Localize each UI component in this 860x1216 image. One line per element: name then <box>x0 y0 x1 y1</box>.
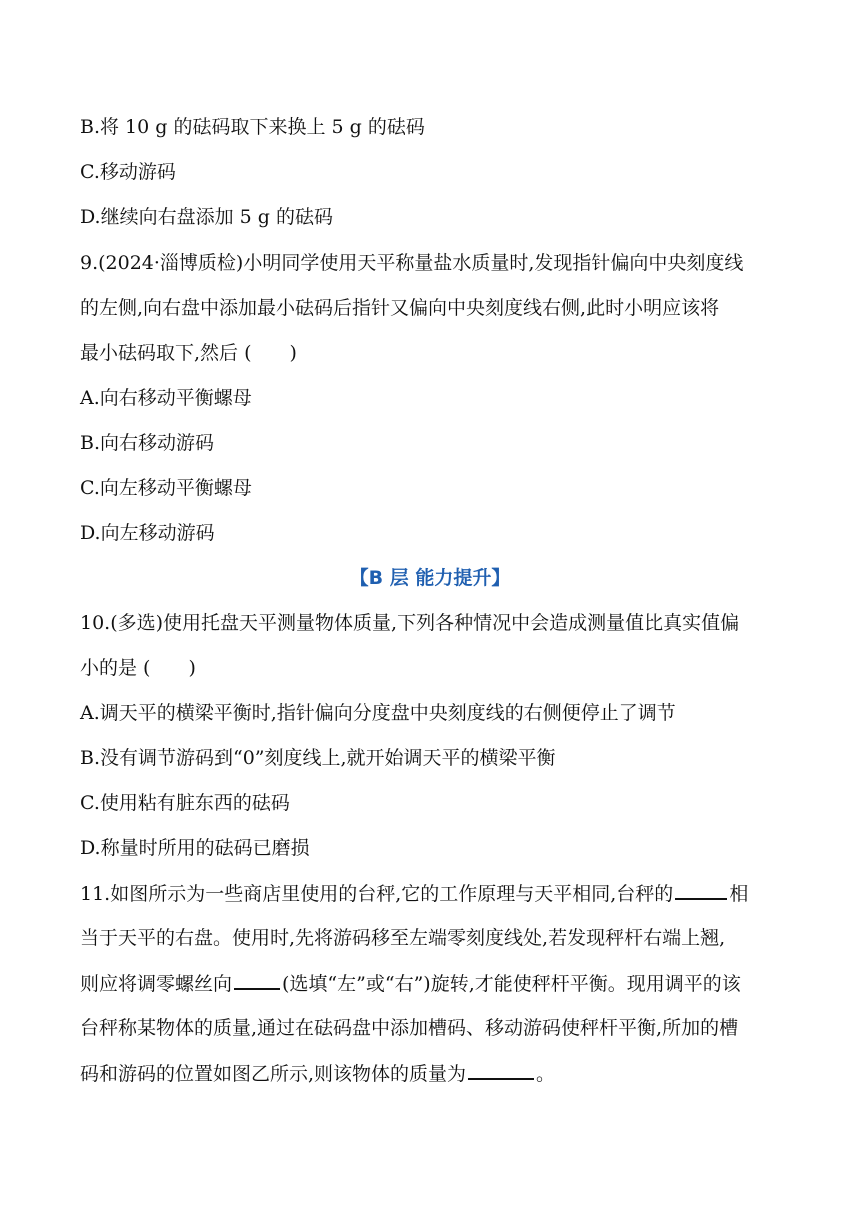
q8-option-d: D.继续向右盘添加 5 g 的砝码 <box>80 206 333 228</box>
q11-line-1-tail: 相 <box>729 883 749 905</box>
q10-stem-line-2: 小的是 ( ) <box>80 657 196 679</box>
q9-option-b: B.向右移动游码 <box>80 432 215 454</box>
q9-stem-line-3: 最小砝码取下,然后 ( ) <box>80 342 297 364</box>
q11-line-5-text: 码和游码的位置如图乙所示,则该物体的质量为 <box>80 1063 467 1085</box>
q11-stem-line-2: 当于天平的右盘。使用时,先将游码移至左端零刻度线处,若发现秤杆右端上翘, <box>80 927 726 949</box>
q11-answer-blank-1[interactable] <box>675 880 727 900</box>
q11-stem-line-4: 台秤称某物体的质量,通过在砝码盘中添加槽码、移动游码使秤杆平衡,所加的槽 <box>80 1017 739 1039</box>
q9-stem-line-2: 的左侧,向右盘中添加最小砝码后指针又偏向中央刻度线右侧,此时小明应该将 <box>80 297 720 319</box>
q10-option-d: D.称量时所用的砝码已磨损 <box>80 837 310 859</box>
q9-option-d: D.向左移动游码 <box>80 522 215 544</box>
q11-answer-blank-3[interactable] <box>468 1060 534 1080</box>
q8-option-b: B.将 10 g 的砝码取下来换上 5 g 的砝码 <box>80 116 425 138</box>
q9-option-a: A.向右移动平衡螺母 <box>80 387 252 409</box>
q11-stem-line-5 <box>80 1060 780 1087</box>
q11-stem-line-1 <box>80 880 780 907</box>
q11-line-3-text: 则应将调零螺丝向 <box>80 973 233 995</box>
q11-answer-blank-2[interactable] <box>234 970 280 990</box>
q11-stem-line-3 <box>80 970 780 997</box>
q11-line-5-tail: 。 <box>536 1063 556 1085</box>
section-b-header: 【B 层 能力提升】 <box>349 567 511 589</box>
q8-option-c: C.移动游码 <box>80 161 176 183</box>
q10-option-c: C.使用粘有脏东西的砝码 <box>80 792 290 814</box>
q9-stem-line-1: 9.(2024·淄博质检)小明同学使用天平称量盐水质量时,发现指针偏向中央刻度线 <box>80 252 744 274</box>
q9-option-c: C.向左移动平衡螺母 <box>80 477 252 499</box>
q11-line-3-tail: (选填“左”或“右”)旋转,才能使秤杆平衡。现用调平的该 <box>282 973 741 995</box>
q10-option-b: B.没有调节游码到“0”刻度线上,就开始调天平的横梁平衡 <box>80 747 556 769</box>
q11-line-1-text: 11.如图所示为一些商店里使用的台秤,它的工作原理与天平相同,台秤的 <box>80 883 674 905</box>
q10-stem-line-1: 10.(多选)使用托盘天平测量物体质量,下列各种情况中会造成测量值比真实值偏 <box>80 612 740 634</box>
q10-option-a: A.调天平的横梁平衡时,指针偏向分度盘中央刻度线的右侧便停止了调节 <box>80 702 676 724</box>
